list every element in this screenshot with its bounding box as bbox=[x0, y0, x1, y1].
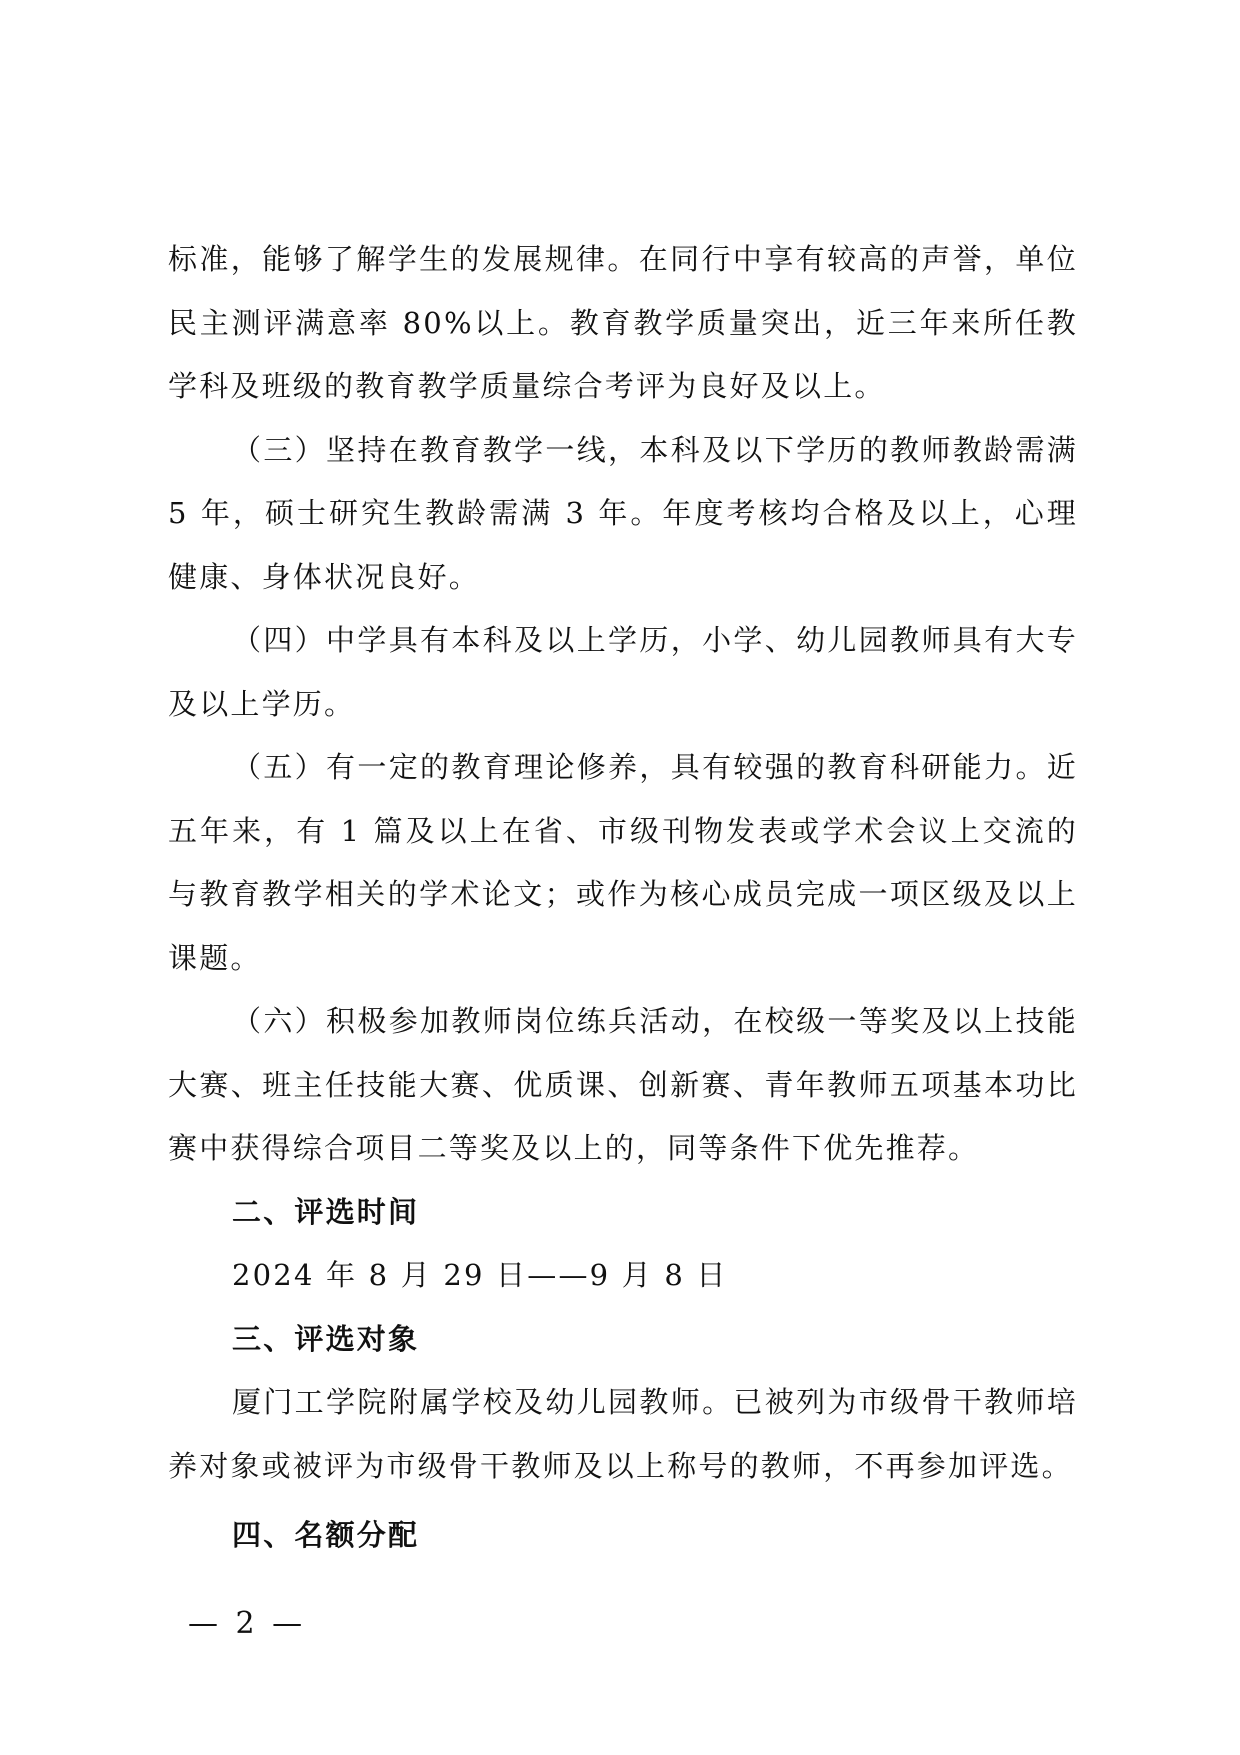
document-body bbox=[168, 228, 1078, 1568]
page-number: — 2 — bbox=[188, 1606, 307, 1641]
paragraph-criteria-4: （四）中学具有本科及以上学历，小学、幼儿园教师具有大专及以上学历。 bbox=[168, 623, 1078, 721]
paragraph-criteria-5: （五）有一定的教育理论修养，具有较强的教育科研能力。近五年来，有 1 篇及以上在省、市级刊物发表或学术会议上交流的与教育教学相关的学术论文；或作为核心成员完成一项区级及以上课题。 bbox=[168, 750, 1078, 975]
section-heading-quota: 四、名额分配 bbox=[232, 1518, 420, 1552]
paragraph-criteria-continued: 标准，能够了解学生的发展规律。在同行中享有较高的声誉，单位民主测评满意率 80%以上。教育教学质量突出，近三年来所任教学科及班级的教育教学质量综合考评为良好及以上。 bbox=[168, 242, 1078, 403]
section-heading-target: 三、评选对象 bbox=[232, 1321, 420, 1356]
paragraph-criteria-6: （六）积极参加教师岗位练兵活动，在校级一等奖及以上技能大赛、班主任技能大赛、优质课、创新赛、青年教师五项基本功比赛中获得综合项目二等奖及以上的，同等条件下优先推荐。 bbox=[168, 1004, 1078, 1165]
paragraph-criteria-3: （三）坚持在教育教学一线，本科及以下学历的教师教龄需满 5 年，硕士研究生教龄需满 3 年。年度考核均合格及以上，心理健康、身体状况良好。 bbox=[168, 432, 1078, 594]
section-heading-time: 二、评选时间 bbox=[232, 1194, 420, 1229]
selection-date-range: 2024 年 8 月 29 日——9 月 8 日 bbox=[232, 1258, 728, 1292]
paragraph-target: 厦门工学院附属学校及幼儿园教师。已被列为市级骨干教师培养对象或被评为市级骨干教师及以上称号的教师，不再参加评选。 bbox=[168, 1385, 1078, 1483]
